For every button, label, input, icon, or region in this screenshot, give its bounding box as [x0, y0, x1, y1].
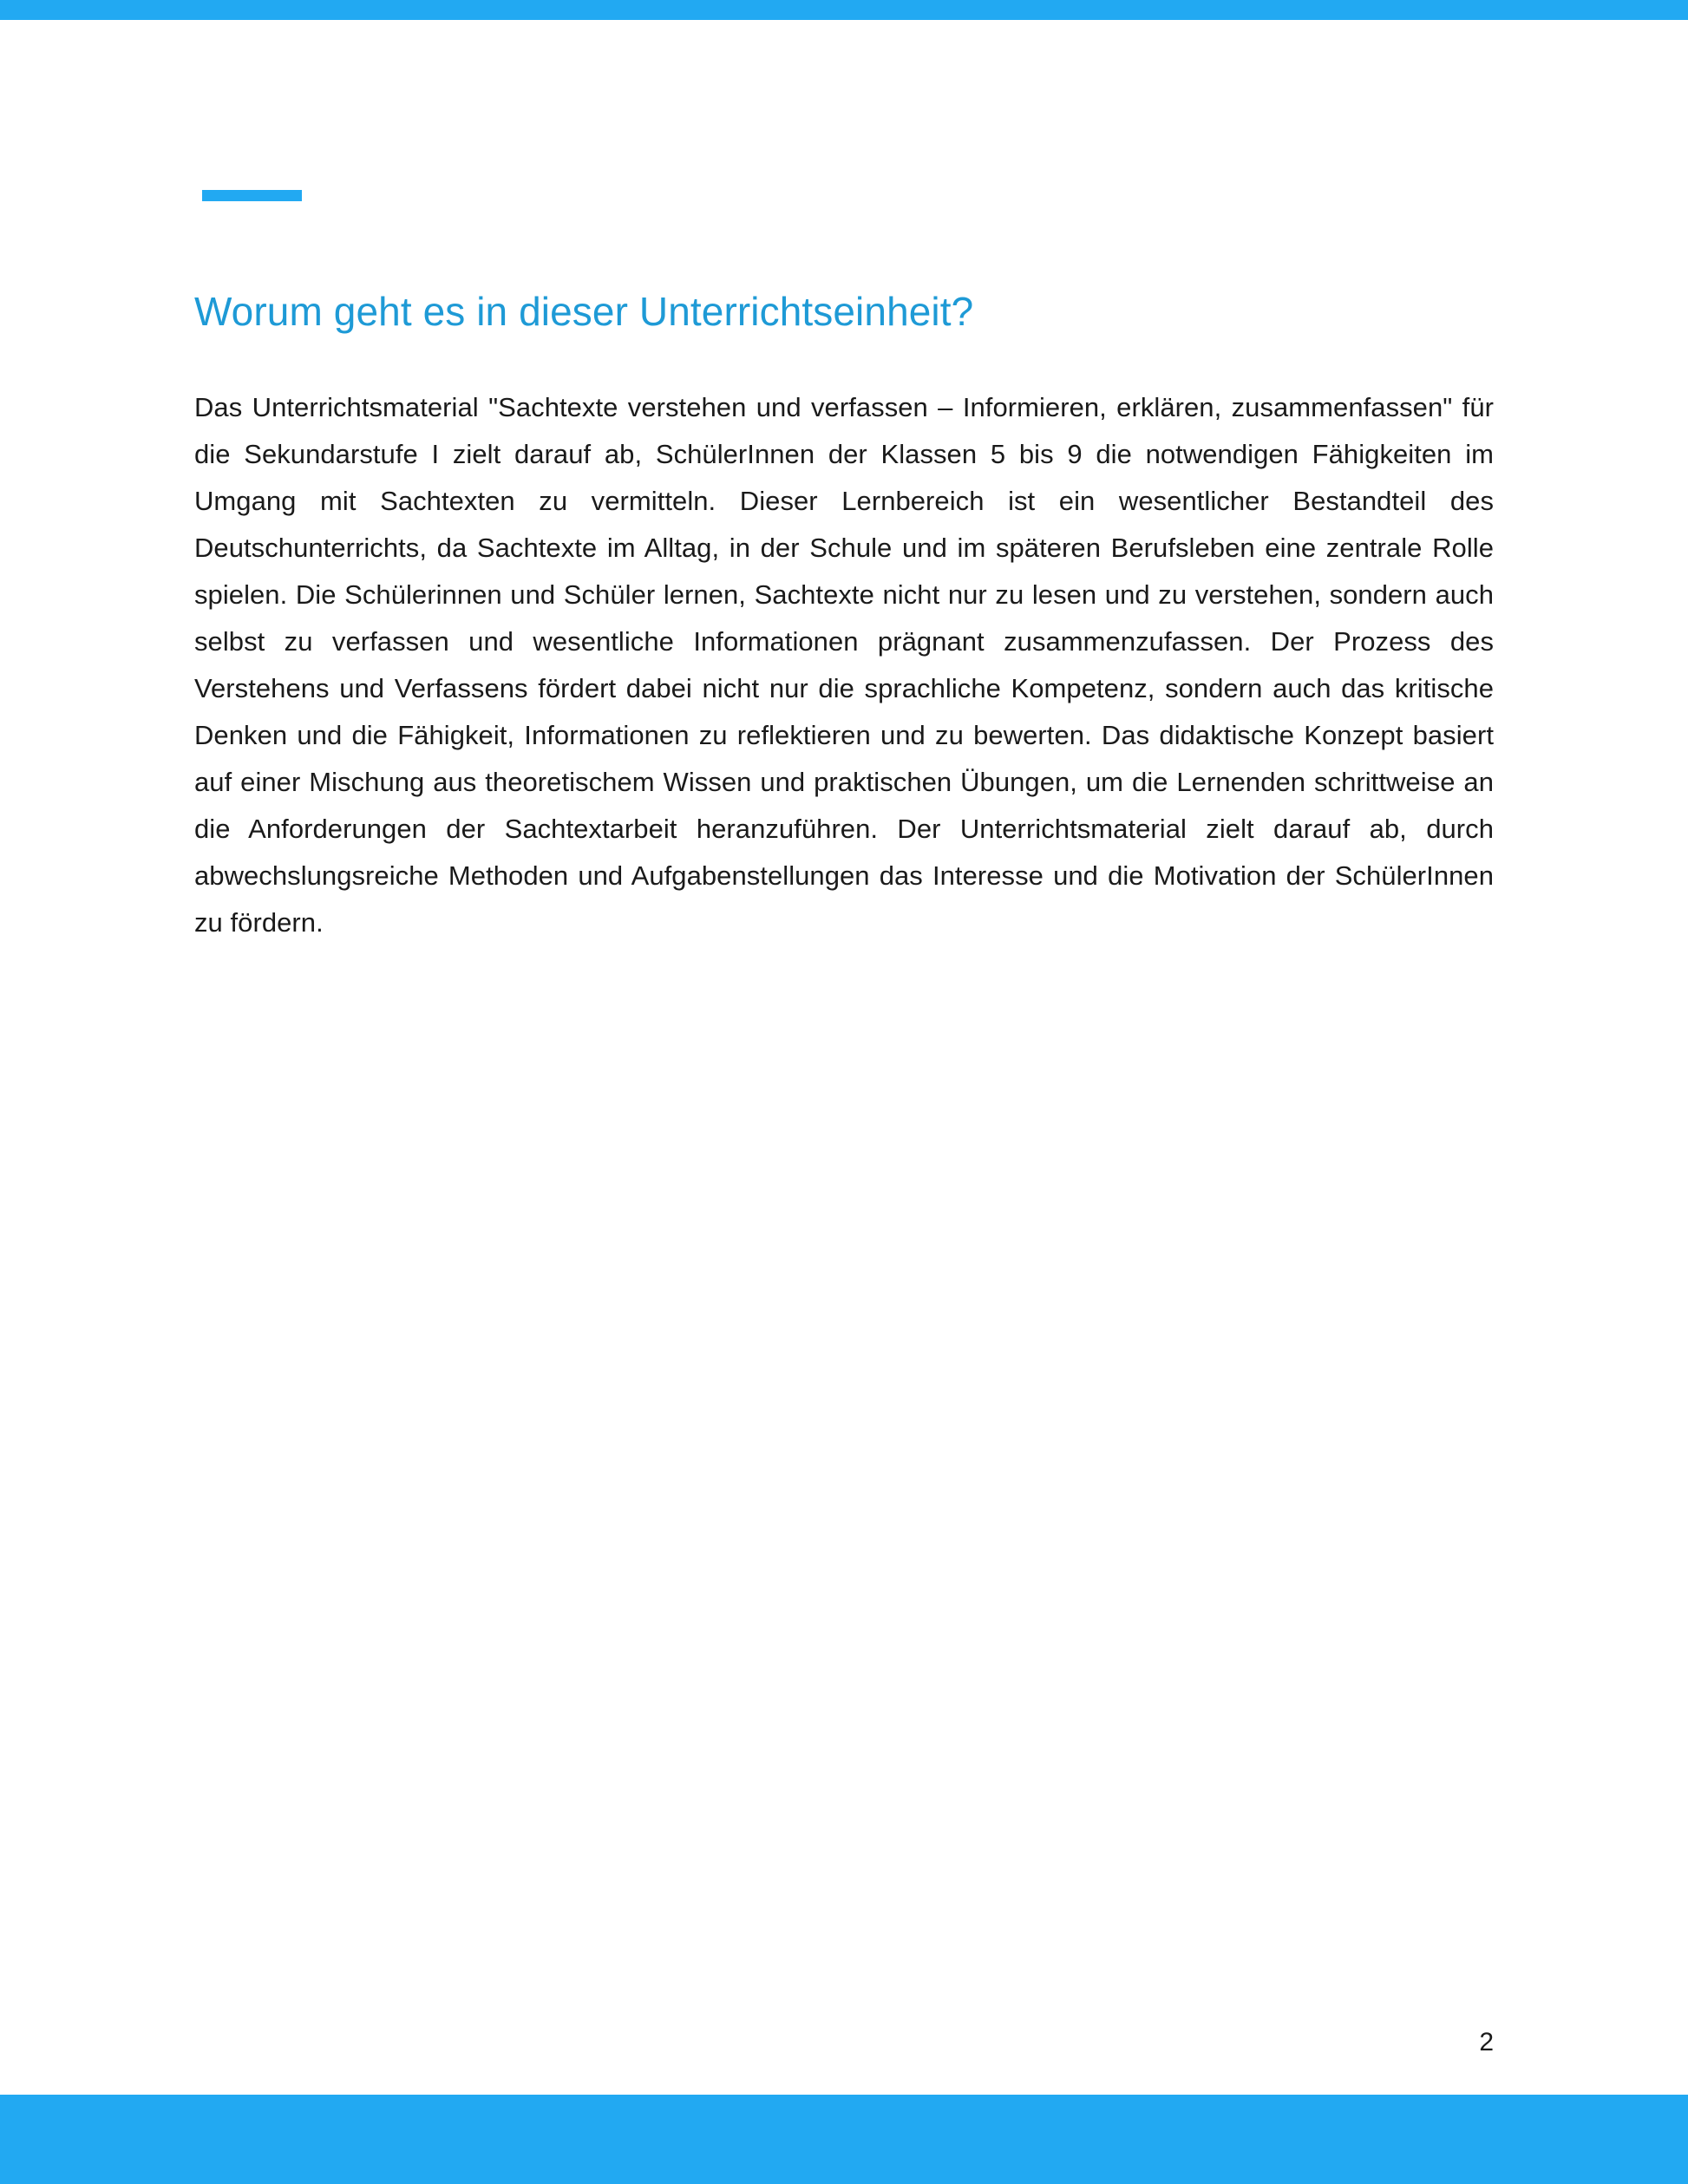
body-paragraph: Das Unterrichtsmaterial "Sachtexte verstehen und verfassen – Informieren, erklären, zusammenfassen" für die Sekundarstufe I zielt darauf ab, SchülerInnen der Klassen 5 bis 9 die notwendigen Fähigkeiten im Umgang mit Sachtexten zu vermitteln. Dieser Lernbereich ist ein wesentlicher Bestandteil des Deutschunterrichts, da Sachtexte im Alltag, in der Schule und im späteren Berufsleben eine zentrale Rolle spielen. Die Schülerinnen und Schüler lernen, Sachtexte nicht nur zu lesen und zu verstehen, sondern auch selbst zu verfassen und wesentliche Informationen prägnant zusammenzufassen. Der Prozess des Verstehens und Verfassens fördert dabei nicht nur die sprachliche Kompetenz, sondern auch das kritische Denken und die Fähigkeit, Informationen zu reflektieren und zu bewerten. Das didaktische Konzept basiert auf einer Mischung aus theoretischem Wissen und praktischen Übungen, um die Lernenden schrittweise an die Anforderungen der Sachtextarbeit heranzuführen. Der Unterrichtsmaterial zielt darauf ab, durch abwechslungsreiche Methoden und Aufgabenstellungen das Interesse und die Motivation der SchülerInnen zu fördern. [194, 392, 1494, 938]
page-title: Worum geht es in dieser Unterrichtseinheit? [194, 289, 974, 334]
top-brand-band [0, 0, 1688, 20]
heading-accent-rule [202, 190, 302, 201]
page-content [194, 286, 1494, 946]
page-number: 2 [1479, 2028, 1494, 2056]
bottom-brand-band [0, 2095, 1688, 2184]
